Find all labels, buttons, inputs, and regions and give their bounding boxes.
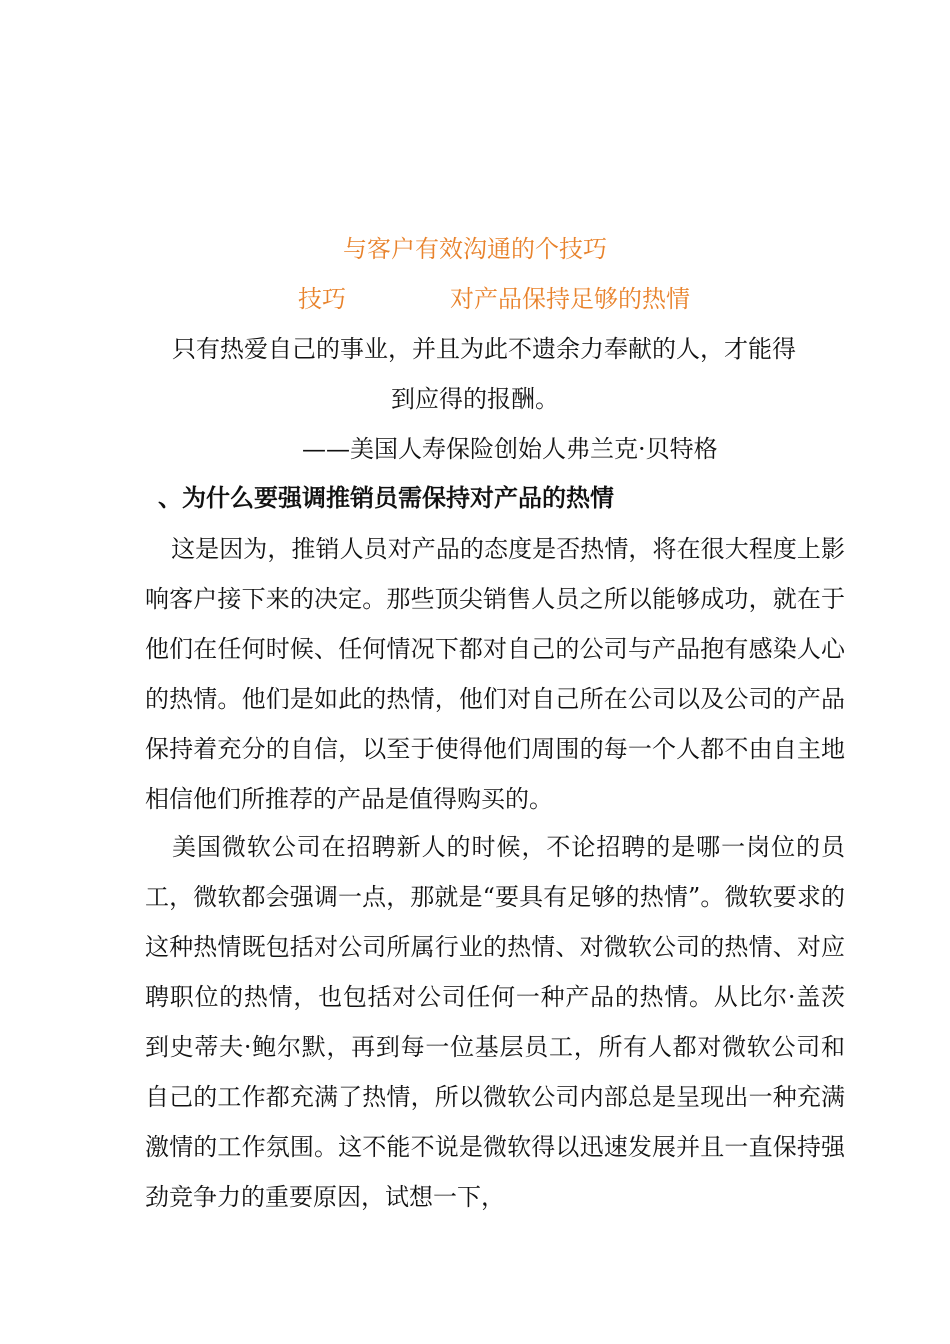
quote-line-2: 到应得的报酬。 xyxy=(391,385,559,413)
subtitle-label: 技巧 xyxy=(298,285,346,313)
paragraph-1-text: 这是因为，推销人员对产品的态度是否热情，将在很大程度上影响客户接下来的决定。那些顶尖销售人员之所以能够成功，就在于他们在任何时候、任何情况下都对自己的公司与产品抱有感染人心的热情。他们是如此的热情，他们对自己所在公司以及公司的产品保持着充分的自信，以至于使得他们周围的每一个人都不由自主地相信他们所推荐的产品是值得购买的。 xyxy=(145,535,845,813)
document-title: 与客户有效沟通的个技巧 xyxy=(343,235,607,263)
section-heading: 、为什么要强调推销员需保持对产品的热情 xyxy=(158,484,614,512)
paragraph-2-text: 美国微软公司在招聘新人的时候，不论招聘的是哪一岗位的员工，微软都会强调一点，那就是“要具有足够的热情”。微软要求的这种热情既包括对公司所属行业的热情、对微软公司的热情、对应聘职位的热情，也包括对公司任何一种产品的热情。从比尔·盖茨到史蒂夫·鲍尔默，再到每一位基层员工，所有人都对微软公司和自己的工作都充满了热情，所以微软公司内部总是呈现出一种充满激情的工作氛围。这不能不说是微软得以迅速发展并且一直保持强劲竞争力的重要原因，试想一下， xyxy=(145,833,845,1211)
paragraph-2 xyxy=(145,822,845,1222)
subtitle-topic: 对产品保持足够的热情 xyxy=(450,285,690,313)
quote-line-1: 只有热爱自己的事业，并且为此不遗余力奉献的人，才能得 xyxy=(172,335,796,363)
quote-attribution: ——美国人寿保险创始人弗兰克·贝特格 xyxy=(302,435,718,463)
paragraph-1 xyxy=(145,524,845,824)
